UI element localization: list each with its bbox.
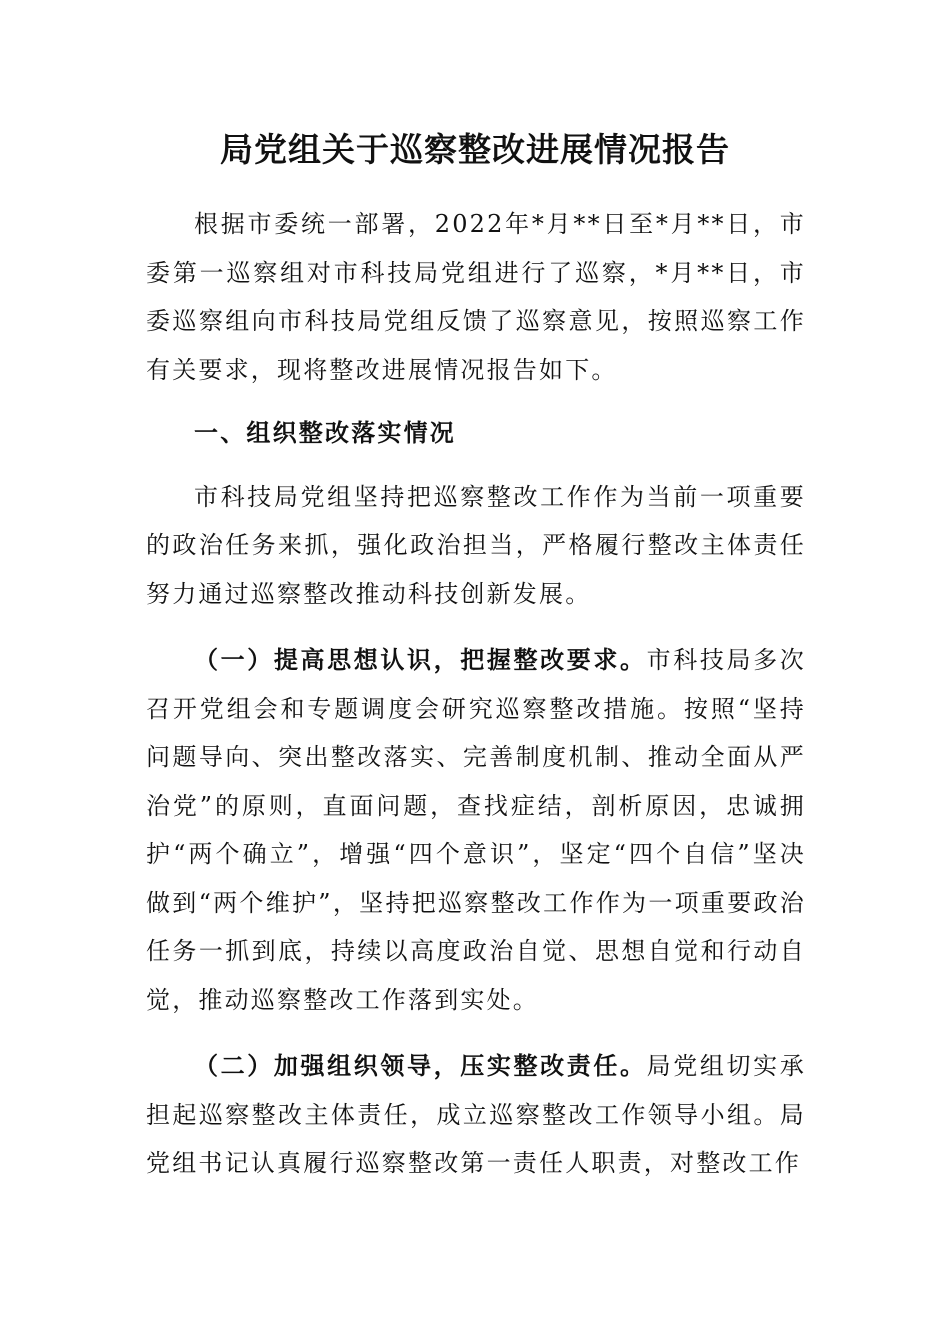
item-lead-1: （一）提高思想认识，把握整改要求。 [194,645,647,674]
section-paragraph: 市科技局党组坚持把巡察整改工作作为当前一项重要的政治任务来抓，强化政治担当，严格履行整改主体责任努力通过巡察整改推动科技创新发展。 [146,482,806,608]
item-text-2: 局党组切实承担起巡察整改主体责任，成立巡察整改工作领导小组。局党组书记认真履行巡察整改第一责任人职责，对整改工作 [146,1052,806,1177]
intro-paragraph: 根据市委统一部署，2022年*月**日至*月**日，市委第一巡察组对市科技局党组进行了巡察，*月**日，市委巡察组向市科技局党组反馈了巡察意见，按照巡察工作有关要求，现将整改进展情况报告如下。 [146,210,806,384]
item-paragraph-1 [146,636,806,1024]
document-title: 局党组关于巡察整改进展情况报告 [220,130,730,169]
item-text-1: 市科技局多次召开党组会和专题调度会研究巡察整改措施。按照“坚持问题导向、突出整改落实、完善制度机制、推动全面从严治党”的原则，直面问题，查找症结，剖析原因，忠诚拥护“两个确立”，增强“四个意识”，坚定“四个自信”坚决做到“两个维护”，坚持把巡察整改工作作为一项重要政治任务一抓到底，持续以高度政治自觉、思想自觉和行动自觉，推动巡察整改工作落到实处。 [146,646,806,1014]
section-heading: 一、组织整改落实情况 [194,418,456,447]
document-body [146,200,806,1188]
item-paragraph-2 [146,1042,806,1188]
item-lead-2: （二）加强组织领导，压实整改责任。 [194,1051,647,1080]
